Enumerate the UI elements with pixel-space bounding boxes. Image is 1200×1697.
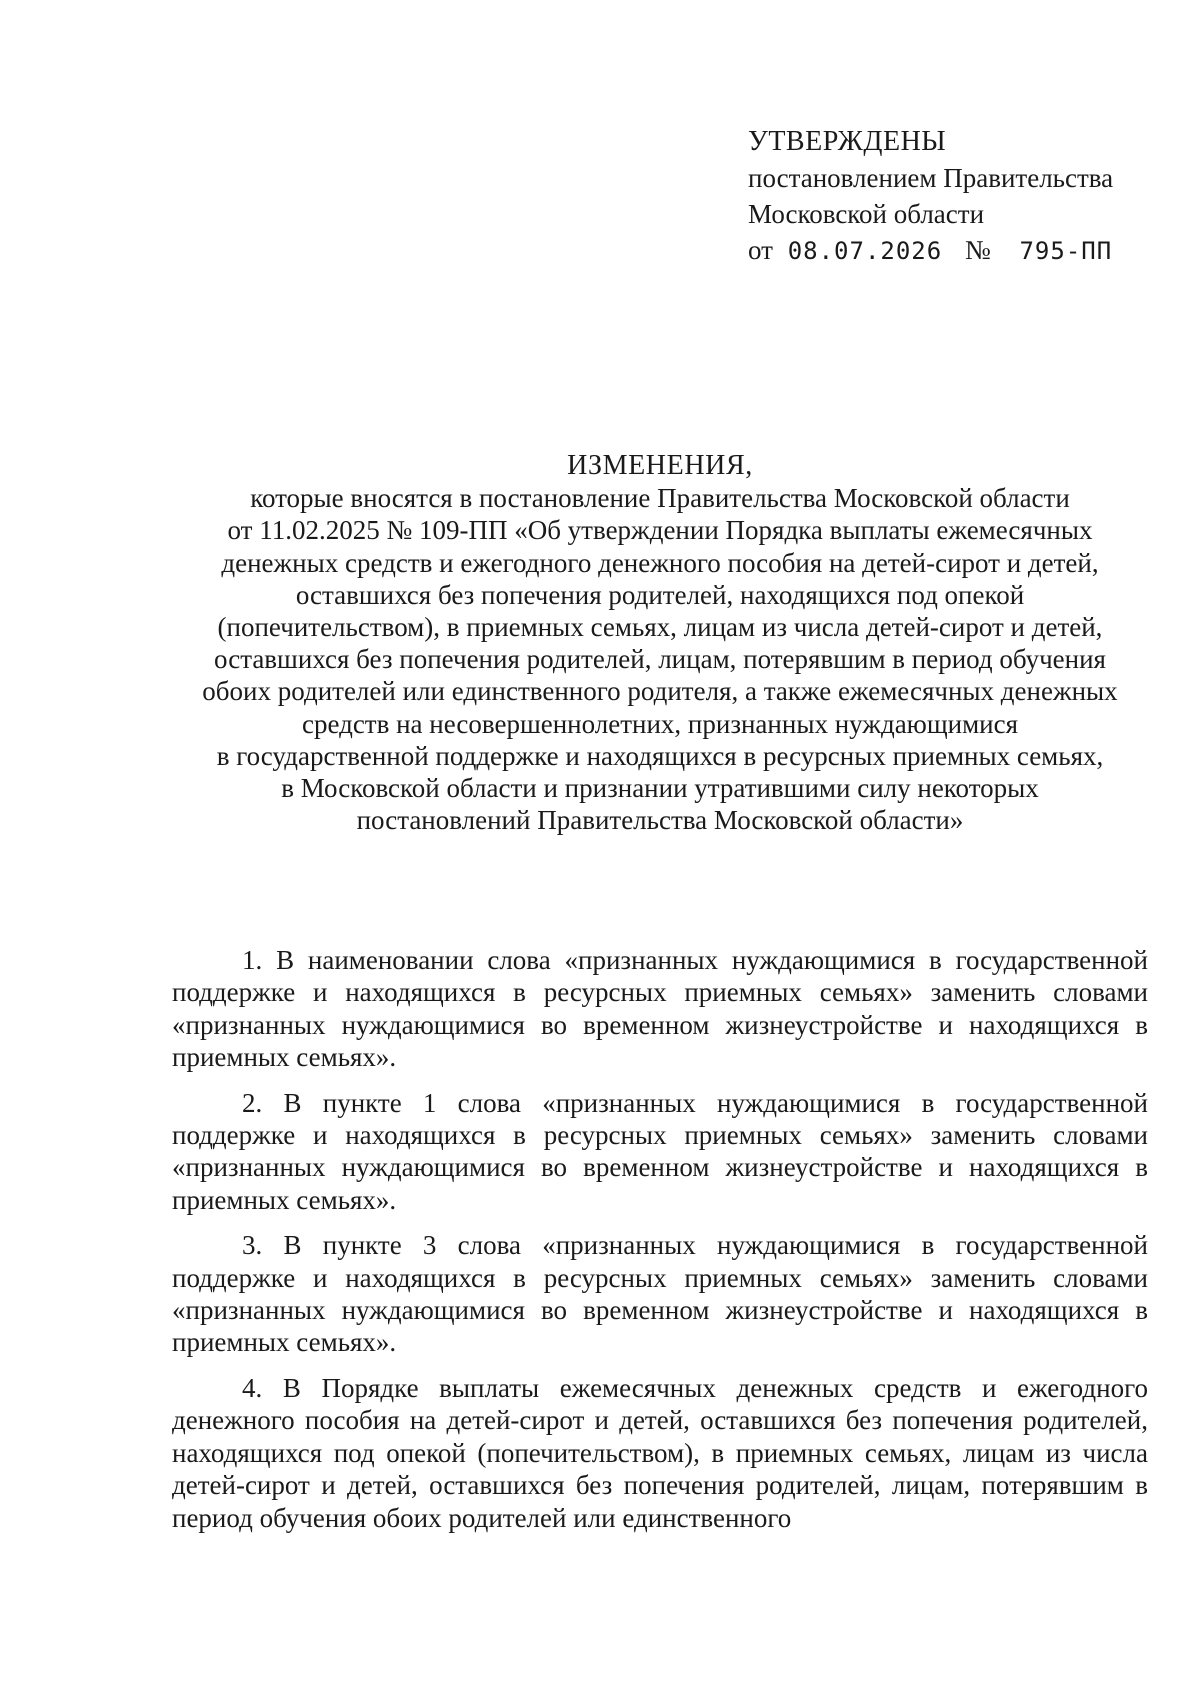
heading-line: от 11.02.2025 № 109-ПП «Об утверждении Порядка выплаты ежемесячных (227, 515, 1093, 546)
heading-line: (попечительством), в приемных семьях, лицам из числа детей-сирот и детей, (217, 612, 1103, 643)
approval-date-number-line (748, 232, 1113, 269)
heading-title: ИЗМЕНЕНИЯ, (567, 450, 753, 481)
approval-number: 795-ПП (1019, 237, 1113, 265)
approval-date: 08.07.2026 (787, 237, 943, 265)
heading-line: в Московской области и признании утратившими силу некоторых (281, 773, 1039, 804)
approval-title: УТВЕРЖДЕНЫ (748, 126, 947, 157)
heading-line: оставшихся без попечения родителей, лицам, потерявшим в период обучения (214, 644, 1106, 675)
heading-line: постановлений Правительства Московской области» (356, 805, 964, 836)
paragraph-3: 3. В пункте 3 слова «признанных нуждающимися в государственной поддержке и находящихся в ресурсных приемных семьях» заменить словами «признанных нуждающимися во временном жизнеустройстве и находящихся в приемных семьях». (172, 1230, 1148, 1358)
approval-line-2: Московской области (748, 199, 985, 229)
approval-line-1: постановлением Правительства (748, 163, 1114, 193)
heading-line: денежных средств и ежегодного денежного пособия на детей-сирот и детей, (221, 547, 1099, 578)
approval-number-sign: № (964, 235, 991, 265)
paragraph-2: 2. В пункте 1 слова «признанных нуждающимися в государственной поддержке и находящихся в ресурсных приемных семьях» заменить словами «признанных нуждающимися во временном жизнеустройстве и находящихся в приемных семьях». (172, 1087, 1148, 1215)
document-heading (170, 450, 1150, 836)
approval-block (748, 124, 1113, 269)
approval-date-prefix: от (748, 235, 773, 265)
heading-line: средств на несовершеннолетних, признанных нуждающимися (301, 708, 1019, 739)
paragraph-1: 1. В наименовании слова «признанных нуждающимися в государственной поддержке и находящихся в ресурсных приемных семьях» заменить словами «признанных нуждающимися во временном жизнеустройстве и находящихся в приемных семьях». (172, 945, 1148, 1073)
heading-line: оставшихся без попечения родителей, находящихся под опекой (295, 579, 1025, 610)
heading-line: в государственной поддержке и находящихся в ресурсных приемных семьях, (216, 740, 1104, 771)
paragraph-4: 4. В Порядке выплаты ежемесячных денежных средств и ежегодного денежного пособия на детей-сирот и детей, оставшихся без попечения родителей, находящихся под опекой (попечительством), в приемных семьях, лицам из числа детей-сирот и детей, оставшихся без попечения родителей, лицам, потерявшим в период обучения обоих родителей или единственного (172, 1372, 1148, 1533)
document-body (172, 944, 1148, 1547)
heading-line: которые вносятся в постановление Правительства Московской области (250, 483, 1070, 514)
heading-line: обоих родителей или единственного родителя, а также ежемесячных денежных (202, 676, 1118, 707)
